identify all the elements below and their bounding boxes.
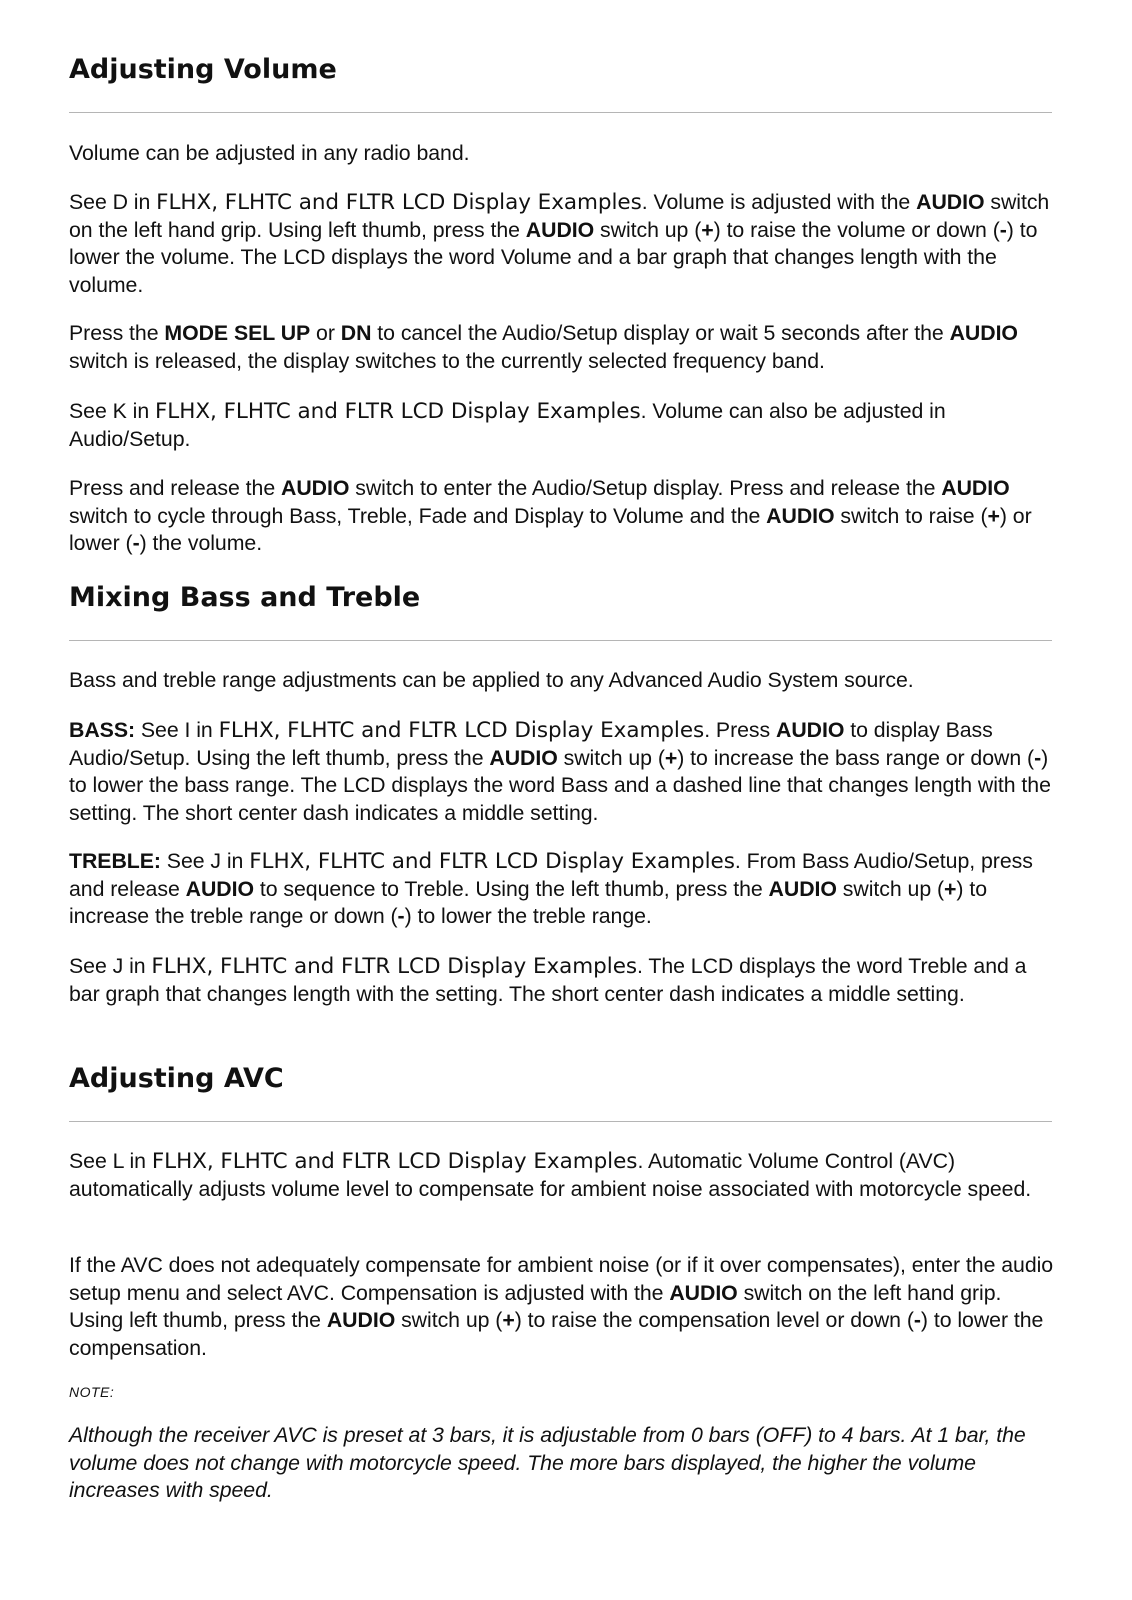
note-text: Although the receiver AVC is preset at 3 bars, it is adjustable from 0 bars (OFF) to 4 bars. At 1 bar, the volume does not change with motorcycle speed. The more bars displayed, the higher the volume increases with speed. [69,1423,1026,1502]
display-examples-link[interactable]: FLHX, FLHTC and FLTR LCD Display Examples [151,1149,638,1174]
section-title-adjusting-volume: Adjusting Volume [69,54,337,85]
paragraph: See K in FLHX, FLHTC and FLTR LCD Display Examples. Volume can also be adjusted in Audio/Setup. [69,399,946,451]
paragraph: See J in FLHX, FLHTC and FLTR LCD Display Examples. The LCD displays the word Treble and a bar graph that changes length with the setting. The short center dash indicates a middle setting. [69,954,1027,1006]
paragraph: Bass and treble range adjustments can be applied to any Advanced Audio System source. [69,668,914,692]
paragraph: Press the MODE SEL UP or DN to cancel the Audio/Setup display or wait 5 seconds after the AUDIO switch is released, the display switches to the currently selected frequency band. [69,321,1018,373]
paragraph: See L in FLHX, FLHTC and FLTR LCD Display Examples. Automatic Volume Control (AVC) automatically adjusts volume level to compensate for ambient noise associated with motorcycle speed. [69,1149,1032,1201]
paragraph: Volume can be adjusted in any radio band. [69,141,470,165]
display-examples-link[interactable]: FLHX, FLHTC and FLTR LCD Display Examples [151,954,638,979]
section-title-mixing-bass-treble: Mixing Bass and Treble [69,582,421,613]
paragraph: BASS: See I in FLHX, FLHTC and FLTR LCD Display Examples. Press AUDIO to display Bass Audio/Setup. Using the left thumb, press the AUDIO switch up (+) to increase the bass range or down (-) to lower the bass range. The LCD displays the word Bass and a dashed line that changes length with the setting. The short center dash indicates a middle setting. [69,718,1051,825]
note-label: NOTE: [69,1384,115,1400]
paragraph: Press and release the AUDIO switch to enter the Audio/Setup display. Press and release the AUDIO switch to cycle through Bass, Treble, Fade and Display to Volume and the AUDIO switch to raise (+) or lower (-) the volume. [69,476,1032,555]
section-divider [69,640,1052,641]
display-examples-link[interactable]: FLHX, FLHTC and FLTR LCD Display Examples [218,718,705,743]
paragraph: See D in FLHX, FLHTC and FLTR LCD Display Examples. Volume is adjusted with the AUDIO switch on the left hand grip. Using left thumb, press the AUDIO switch up (+) to raise the volume or down (-) to lower the volume. The LCD displays the word Volume and a bar graph that changes length with the volume. [69,190,1050,297]
display-examples-link[interactable]: FLHX, FLHTC and FLTR LCD Display Examples [249,849,735,874]
section-divider [69,112,1052,113]
paragraph: If the AVC does not adequately compensate for ambient noise (or if it over compensates), enter the audio setup menu and select AVC. Compensation is adjusted with the AUDIO switch on the left hand grip. Using left thumb, press the AUDIO switch up (+) to raise the compensation level or down (-) to lower the compensation. [69,1253,1054,1360]
display-examples-link[interactable]: FLHX, FLHTC and FLTR LCD Display Examples [154,399,641,424]
paragraph: TREBLE: See J in FLHX, FLHTC and FLTR LCD Display Examples. From Bass Audio/Setup, press and release AUDIO to sequence to Treble. Using the left thumb, press the AUDIO switch up (+) to increase the treble range or down (-) to lower the treble range. [69,849,1033,928]
section-divider [69,1121,1052,1122]
section-title-adjusting-avc: Adjusting AVC [69,1063,284,1094]
display-examples-link[interactable]: FLHX, FLHTC and FLTR LCD Display Examples [156,190,642,215]
